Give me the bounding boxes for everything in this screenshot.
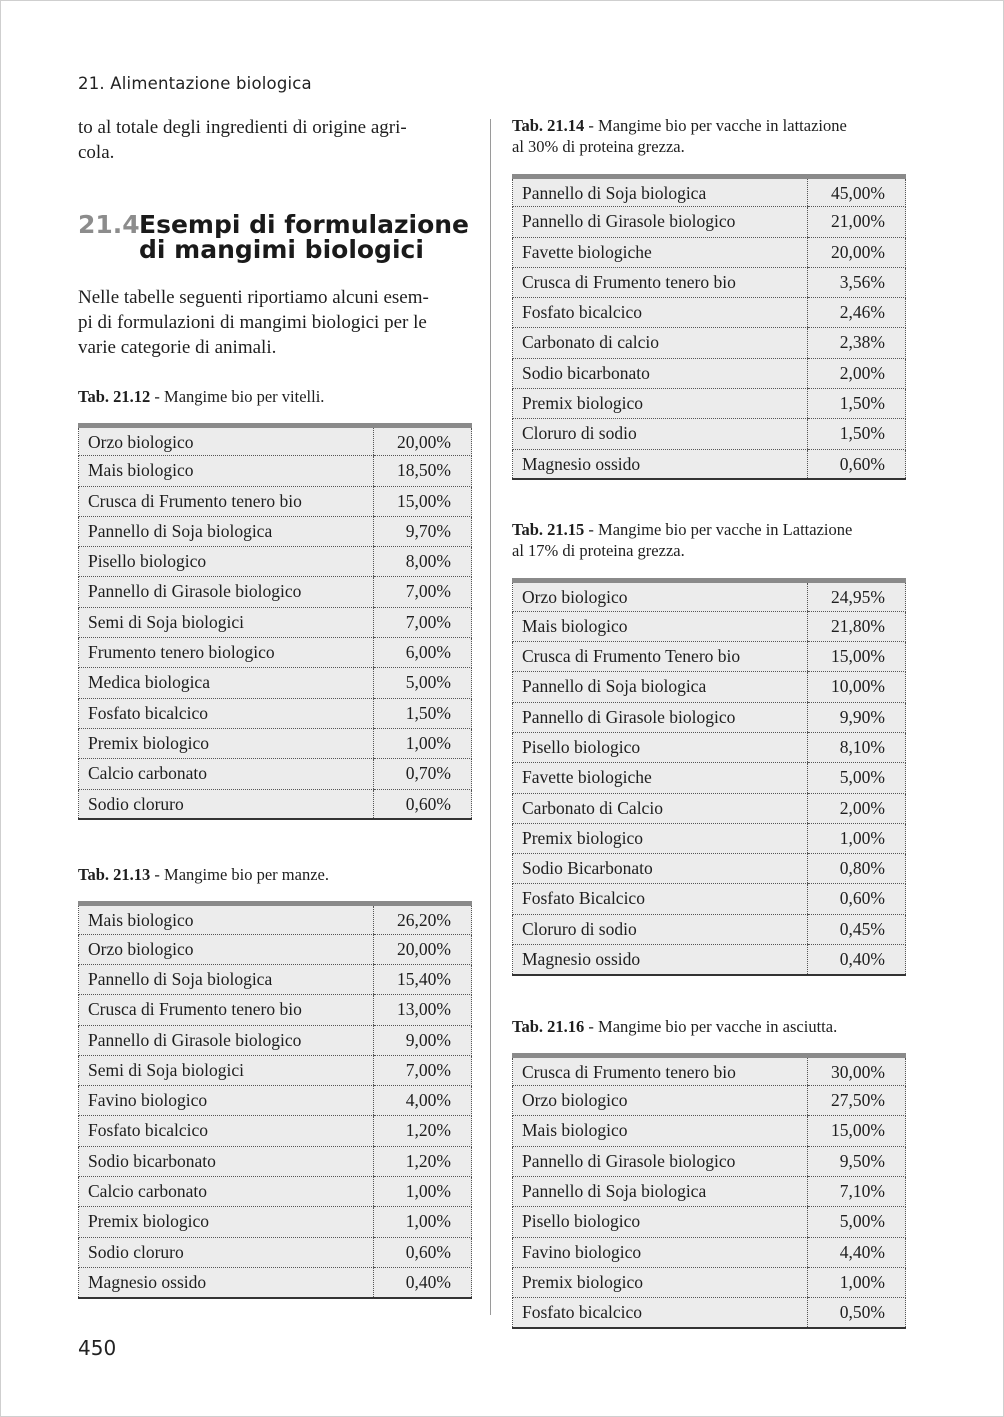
- table-caption-21-14: [512, 115, 906, 157]
- table-row: [513, 358, 906, 388]
- section-title-line-2: di mangimi biologici: [139, 235, 424, 264]
- table-row: [79, 1146, 472, 1176]
- ingredient-cell: Premix biologico: [79, 728, 374, 758]
- table-21-14: [512, 174, 906, 480]
- ingredient-cell: Fosfato bicalcico: [79, 1116, 374, 1146]
- percentage-cell: 1,20%: [374, 1146, 472, 1176]
- intro-paragraph: [78, 285, 472, 360]
- ingredient-cell: Crusca di Frumento tenero bio: [79, 486, 374, 516]
- table-row: [513, 1177, 906, 1207]
- percentage-cell: 45,00%: [808, 177, 906, 207]
- ingredient-cell: Orzo biologico: [513, 581, 808, 611]
- table-row: [513, 177, 906, 207]
- ingredient-cell: Magnesio ossido: [513, 945, 808, 975]
- table-row: [513, 1207, 906, 1237]
- percentage-cell: 2,38%: [808, 328, 906, 358]
- percentage-cell: 3,56%: [808, 267, 906, 297]
- ingredient-cell: Frumento tenero biologico: [79, 638, 374, 668]
- ingredient-cell: Cloruro di sodio: [513, 419, 808, 449]
- ingredient-cell: Crusca di Frumento tenero bio: [513, 1055, 808, 1085]
- ingredient-cell: Pisello biologico: [79, 547, 374, 577]
- ingredient-cell: Sodio cloruro: [79, 1237, 374, 1267]
- ingredient-cell: Calcio carbonato: [79, 759, 374, 789]
- percentage-cell: 21,00%: [808, 207, 906, 237]
- table-row: [79, 668, 472, 698]
- table-21-15: [512, 578, 906, 975]
- percentage-cell: 2,00%: [808, 793, 906, 823]
- intro-line-2: pi di formulazioni di mangimi biologici per le: [78, 312, 427, 333]
- percentage-cell: 0,40%: [808, 945, 906, 975]
- percentage-cell: 5,00%: [808, 763, 906, 793]
- ingredient-cell: Pannello di Soja biologica: [79, 516, 374, 546]
- percentage-cell: 1,00%: [808, 823, 906, 853]
- ingredient-cell: Pisello biologico: [513, 732, 808, 762]
- ingredient-cell: Sodio Bicarbonato: [513, 854, 808, 884]
- table-row: [79, 426, 472, 456]
- percentage-cell: 0,50%: [808, 1298, 906, 1328]
- table-row: [513, 298, 906, 328]
- left-column: [78, 115, 472, 1299]
- table-row: [79, 1237, 472, 1267]
- ingredient-cell: Pannello di Girasole biologico: [513, 702, 808, 732]
- percentage-cell: 1,00%: [374, 1207, 472, 1237]
- table-row: [79, 607, 472, 637]
- percentage-cell: 24,95%: [808, 581, 906, 611]
- percentage-cell: 8,10%: [808, 732, 906, 762]
- ingredient-cell: Premix biologico: [513, 1267, 808, 1297]
- percentage-cell: 7,00%: [374, 577, 472, 607]
- ingredient-cell: Pannello di Soja biologica: [79, 964, 374, 994]
- section-heading: [78, 212, 472, 262]
- table-row: [79, 1116, 472, 1146]
- ingredient-cell: Premix biologico: [513, 823, 808, 853]
- percentage-cell: 5,00%: [808, 1207, 906, 1237]
- table-row: [79, 964, 472, 994]
- percentage-cell: 5,00%: [374, 668, 472, 698]
- percentage-cell: 1,20%: [374, 1116, 472, 1146]
- percentage-cell: 1,50%: [808, 419, 906, 449]
- percentage-cell: 1,50%: [808, 389, 906, 419]
- ingredient-cell: Cloruro di sodio: [513, 914, 808, 944]
- table-row: [513, 449, 906, 479]
- table-row: [513, 763, 906, 793]
- table-row: [79, 698, 472, 728]
- ingredient-cell: Calcio carbonato: [79, 1177, 374, 1207]
- table-row: [79, 995, 472, 1025]
- ingredient-cell: Sodio bicarbonato: [79, 1146, 374, 1176]
- table-row: [79, 1055, 472, 1085]
- table-label: Tab. 21.14: [512, 116, 585, 135]
- continuation-line-2: cola.: [78, 142, 115, 163]
- table-row: [79, 516, 472, 546]
- table-row: [79, 1207, 472, 1237]
- percentage-cell: 9,50%: [808, 1146, 906, 1176]
- ingredient-cell: Orzo biologico: [79, 934, 374, 964]
- ingredient-cell: Favino biologico: [79, 1086, 374, 1116]
- table-row: [513, 1298, 906, 1328]
- table-row: [513, 854, 906, 884]
- ingredient-cell: Pannello di Girasole biologico: [79, 1025, 374, 1055]
- ingredient-cell: Favette biologiche: [513, 237, 808, 267]
- percentage-cell: 1,00%: [374, 728, 472, 758]
- ingredient-cell: Orzo biologico: [79, 426, 374, 456]
- right-column: [512, 115, 906, 1329]
- ingredient-cell: Mais biologico: [79, 456, 374, 486]
- table-label: Tab. 21.12: [78, 387, 151, 406]
- percentage-cell: 1,00%: [808, 1267, 906, 1297]
- table-row: [79, 547, 472, 577]
- percentage-cell: 8,00%: [374, 547, 472, 577]
- ingredient-cell: Premix biologico: [513, 389, 808, 419]
- percentage-cell: 21,80%: [808, 611, 906, 641]
- percentage-cell: 0,60%: [374, 1237, 472, 1267]
- table-label: Tab. 21.16: [512, 1016, 585, 1036]
- table-row: [79, 1267, 472, 1297]
- ingredient-cell: Premix biologico: [79, 1207, 374, 1237]
- percentage-cell: 26,20%: [374, 904, 472, 934]
- table-row: [513, 1086, 906, 1116]
- percentage-cell: 2,00%: [808, 358, 906, 388]
- percentage-cell: 15,00%: [808, 1116, 906, 1146]
- ingredient-cell: Mais biologico: [79, 904, 374, 934]
- intro-line-1: Nelle tabelle seguenti riportiamo alcuni esem-: [78, 287, 429, 308]
- ingredient-cell: Mais biologico: [513, 611, 808, 641]
- ingredient-cell: Medica biologica: [79, 668, 374, 698]
- percentage-cell: 0,60%: [808, 884, 906, 914]
- percentage-cell: 0,70%: [374, 759, 472, 789]
- table-row: [513, 1055, 906, 1085]
- ingredient-cell: Fosfato bicalcico: [513, 1298, 808, 1328]
- table-row: [513, 328, 906, 358]
- percentage-cell: 0,45%: [808, 914, 906, 944]
- percentage-cell: 7,00%: [374, 607, 472, 637]
- percentage-cell: 1,00%: [374, 1177, 472, 1207]
- ingredient-cell: Pannello di Girasole biologico: [513, 1146, 808, 1176]
- table-caption-text: - Mangime bio per vacche in asciutta.: [584, 1016, 838, 1036]
- continuation-paragraph: [78, 115, 472, 165]
- ingredient-cell: Fosfato bicalcico: [79, 698, 374, 728]
- ingredient-cell: Semi di Soja biologici: [79, 607, 374, 637]
- ingredient-cell: Pisello biologico: [513, 1207, 808, 1237]
- table-row: [79, 728, 472, 758]
- table-row: [513, 1237, 906, 1267]
- table-caption-text: - Mangime bio per vitelli.: [150, 387, 325, 406]
- ingredient-cell: Favino biologico: [513, 1237, 808, 1267]
- table-row: [513, 914, 906, 944]
- percentage-cell: 0,60%: [374, 789, 472, 819]
- section-title-line-1: Esempi di formulazione: [139, 210, 470, 239]
- ingredient-cell: Pannello di Girasole biologico: [513, 207, 808, 237]
- ingredient-cell: Pannello di Soja biologica: [513, 177, 808, 207]
- percentage-cell: 15,40%: [374, 964, 472, 994]
- table-21-13: [78, 901, 472, 1298]
- table-label: Tab. 21.15: [512, 520, 585, 540]
- table-row: [513, 419, 906, 449]
- percentage-cell: 10,00%: [808, 672, 906, 702]
- ingredient-cell: Mais biologico: [513, 1116, 808, 1146]
- table-row: [513, 1146, 906, 1176]
- percentage-cell: 30,00%: [808, 1055, 906, 1085]
- ingredient-cell: Fosfato Bicalcico: [513, 884, 808, 914]
- ingredient-cell: Pannello di Girasole biologico: [79, 577, 374, 607]
- percentage-cell: 15,00%: [374, 486, 472, 516]
- ingredient-cell: Crusca di Frumento Tenero bio: [513, 642, 808, 672]
- table-row: [513, 389, 906, 419]
- column-divider: [490, 119, 491, 1315]
- percentage-cell: 9,00%: [374, 1025, 472, 1055]
- table-row: [79, 486, 472, 516]
- percentage-cell: 7,10%: [808, 1177, 906, 1207]
- percentage-cell: 15,00%: [808, 642, 906, 672]
- percentage-cell: 20,00%: [374, 934, 472, 964]
- table-21-12: [78, 423, 472, 820]
- table-row: [79, 1025, 472, 1055]
- section-number: 21.4: [78, 210, 140, 239]
- table-row: [513, 702, 906, 732]
- ingredient-cell: Pannello di Soja biologica: [513, 1177, 808, 1207]
- table-row: [513, 945, 906, 975]
- table-row: [513, 1116, 906, 1146]
- table-row: [513, 884, 906, 914]
- table-label: Tab. 21.13: [78, 865, 151, 885]
- percentage-cell: 27,50%: [808, 1086, 906, 1116]
- continuation-line-1: to al totale degli ingredienti di origine agri-: [78, 117, 407, 138]
- percentage-cell: 0,40%: [374, 1267, 472, 1297]
- percentage-cell: 4,40%: [808, 1237, 906, 1267]
- table-row: [513, 642, 906, 672]
- table-row: [513, 581, 906, 611]
- table-row: [513, 237, 906, 267]
- table-row: [79, 789, 472, 819]
- table-row: [513, 793, 906, 823]
- table-row: [79, 759, 472, 789]
- percentage-cell: 9,90%: [808, 702, 906, 732]
- table-caption-21-16: [512, 1016, 906, 1037]
- ingredient-cell: Favette biologiche: [513, 763, 808, 793]
- ingredient-cell: Crusca di Frumento tenero bio: [79, 995, 374, 1025]
- percentage-cell: 2,46%: [808, 298, 906, 328]
- table-row: [79, 934, 472, 964]
- table-caption-text-line-2: al 30% di proteina grezza.: [512, 137, 685, 156]
- percentage-cell: 6,00%: [374, 638, 472, 668]
- table-row: [79, 456, 472, 486]
- percentage-cell: 1,50%: [374, 698, 472, 728]
- table-row: [513, 207, 906, 237]
- table-row: [513, 611, 906, 641]
- table-row: [513, 823, 906, 853]
- table-caption-text: - Mangime bio per manze.: [150, 865, 329, 885]
- table-row: [513, 672, 906, 702]
- page-number: 450: [78, 1336, 117, 1360]
- ingredient-cell: Sodio cloruro: [79, 789, 374, 819]
- table-caption-21-13: [78, 864, 472, 885]
- percentage-cell: 9,70%: [374, 516, 472, 546]
- ingredient-cell: Carbonato di Calcio: [513, 793, 808, 823]
- table-row: [79, 577, 472, 607]
- percentage-cell: 20,00%: [808, 237, 906, 267]
- ingredient-cell: Fosfato bicalcico: [513, 298, 808, 328]
- table-21-16: [512, 1053, 906, 1329]
- table-row: [79, 638, 472, 668]
- table-caption-21-12: [78, 386, 472, 407]
- table-caption-text: - Mangime bio per vacche in lattazione: [584, 116, 847, 135]
- ingredient-cell: Carbonato di calcio: [513, 328, 808, 358]
- table-row: [79, 1086, 472, 1116]
- table-caption-text-line-2: al 17% di proteina grezza.: [512, 541, 685, 561]
- ingredient-cell: Magnesio ossido: [513, 449, 808, 479]
- ingredient-cell: Magnesio ossido: [79, 1267, 374, 1297]
- percentage-cell: 0,80%: [808, 854, 906, 884]
- table-row: [79, 1177, 472, 1207]
- percentage-cell: 20,00%: [374, 426, 472, 456]
- ingredient-cell: Orzo biologico: [513, 1086, 808, 1116]
- percentage-cell: 4,00%: [374, 1086, 472, 1116]
- ingredient-cell: Crusca di Frumento tenero bio: [513, 267, 808, 297]
- running-head: 21. Alimentazione biologica: [78, 74, 312, 93]
- percentage-cell: 18,50%: [374, 456, 472, 486]
- ingredient-cell: Sodio bicarbonato: [513, 358, 808, 388]
- percentage-cell: 7,00%: [374, 1055, 472, 1085]
- table-caption-21-15: [512, 519, 906, 561]
- intro-line-3: varie categorie di animali.: [78, 337, 277, 358]
- percentage-cell: 0,60%: [808, 449, 906, 479]
- ingredient-cell: Pannello di Soja biologica: [513, 672, 808, 702]
- table-row: [513, 267, 906, 297]
- table-row: [79, 904, 472, 934]
- table-row: [513, 1267, 906, 1297]
- percentage-cell: 13,00%: [374, 995, 472, 1025]
- table-caption-text: - Mangime bio per vacche in Lattazione: [584, 520, 853, 540]
- ingredient-cell: Semi di Soja biologici: [79, 1055, 374, 1085]
- table-row: [513, 732, 906, 762]
